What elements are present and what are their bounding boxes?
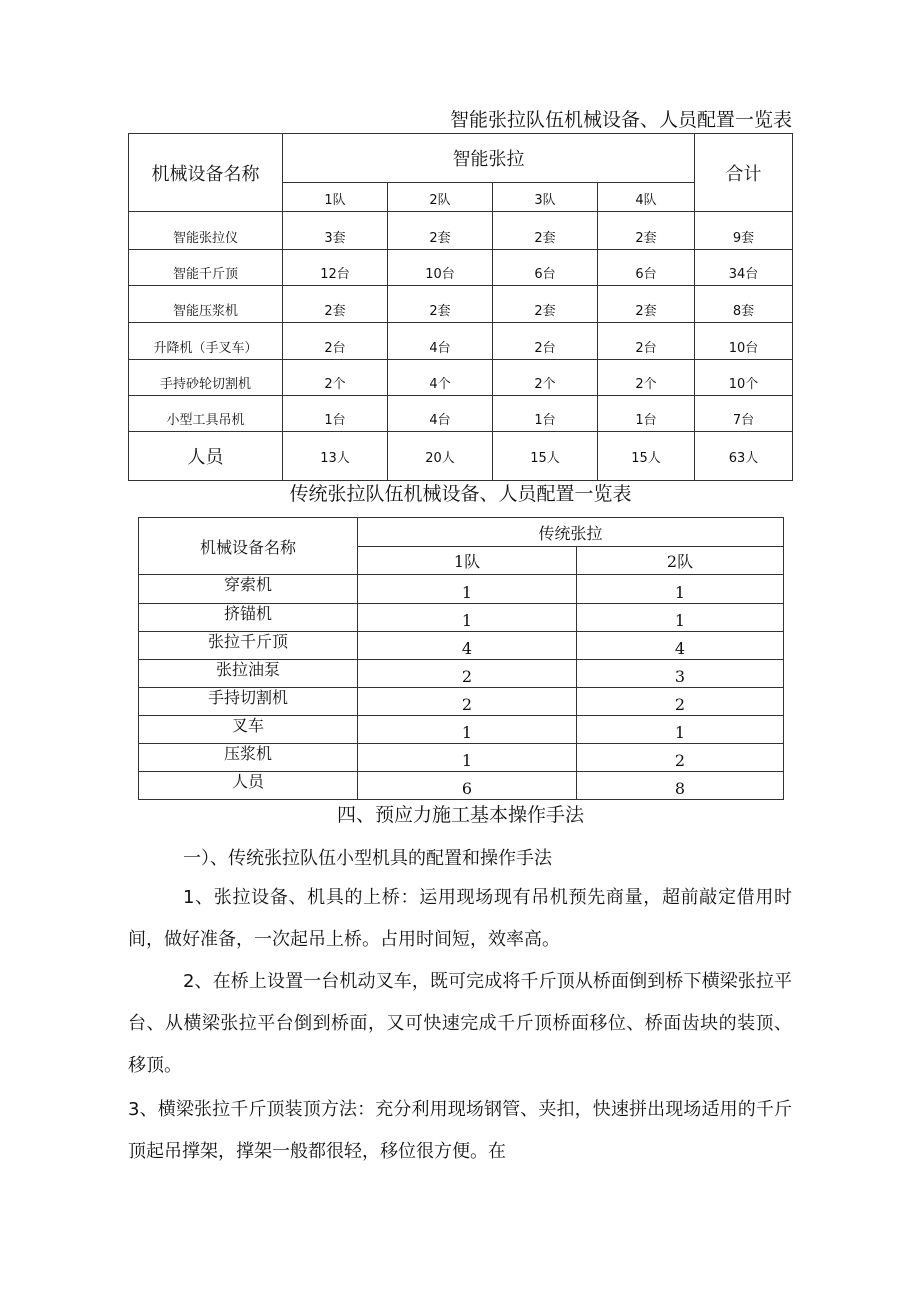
cell-value: 2套 [283, 286, 388, 323]
cell-total: 9套 [695, 212, 793, 250]
cell-value: 13人 [283, 432, 388, 481]
cell-total: 10个 [695, 360, 793, 396]
cell-value: 4个 [388, 360, 493, 396]
cell-value: 2 [577, 744, 784, 772]
traditional-tensioning-table [138, 517, 784, 800]
paragraph: 3、横梁张拉千斤顶装顶方法：充分利用现场钢管、夹扣，快速拼出现场适用的千斤顶起吊撑架，撑架一般都很轻，移位很方便。在 [128, 1099, 792, 1162]
cell-total: 7台 [695, 396, 793, 432]
table-row [139, 716, 784, 744]
cell-value: 4台 [388, 396, 493, 432]
cell-value: 1台 [598, 396, 695, 432]
equipment-name: 张拉千斤顶 [139, 632, 358, 660]
header-team: 1队 [283, 183, 388, 212]
table-row [129, 212, 793, 250]
table-row [139, 604, 784, 632]
equipment-name: 小型工具吊机 [129, 396, 283, 432]
table-row [139, 575, 784, 604]
cell-value: 2套 [388, 212, 493, 250]
header-traditional-tensioning: 传统张拉 [358, 518, 784, 547]
table2-title: 传统张拉队伍机械设备、人员配置一览表 [289, 483, 632, 505]
equipment-name: 升降机（手叉车） [129, 323, 283, 360]
cell-value: 10台 [388, 250, 493, 286]
cell-total: 63人 [695, 432, 793, 481]
cell-value: 1 [358, 744, 577, 772]
equipment-name: 张拉油泵 [139, 660, 358, 688]
header-team: 1队 [358, 547, 577, 575]
cell-value: 2台 [598, 323, 695, 360]
paragraph: 2、在桥上设置一台机动叉车，既可完成将千斤顶从桥面倒到桥下横梁张拉平台、从横梁张拉平台倒到桥面，又可快速完成千斤顶桥面移位、桥面齿块的装顶、移顶。 [128, 971, 792, 1076]
header-team: 4队 [598, 183, 695, 212]
table-row [139, 632, 784, 660]
cell-value: 2 [358, 660, 577, 688]
cell-value: 6台 [598, 250, 695, 286]
cell-value: 15人 [598, 432, 695, 481]
cell-value: 15人 [493, 432, 598, 481]
cell-value: 1 [358, 716, 577, 744]
cell-value: 2套 [598, 286, 695, 323]
table-row [129, 360, 793, 396]
header-smart-tensioning: 智能张拉 [283, 134, 695, 183]
smart-tensioning-table [128, 133, 793, 481]
cell-value: 6 [358, 772, 577, 800]
equipment-name: 智能张拉仪 [129, 212, 283, 250]
cell-value: 2 [358, 688, 577, 716]
cell-value: 8 [577, 772, 784, 800]
cell-value: 2台 [283, 323, 388, 360]
cell-value: 3套 [283, 212, 388, 250]
personnel-label: 人员 [139, 772, 358, 800]
equipment-name: 穿索机 [139, 575, 358, 604]
table1-title: 智能张拉队伍机械设备、人员配置一览表 [449, 109, 792, 131]
equipment-name: 挤锚机 [139, 604, 358, 632]
personnel-label: 人员 [129, 432, 283, 481]
cell-value: 2个 [283, 360, 388, 396]
cell-value: 2套 [493, 212, 598, 250]
equipment-name: 手持砂轮切割机 [129, 360, 283, 396]
cell-value: 1 [358, 604, 577, 632]
cell-total: 34台 [695, 250, 793, 286]
table-row [139, 660, 784, 688]
cell-value: 4 [358, 632, 577, 660]
cell-value: 4台 [388, 323, 493, 360]
cell-value: 3 [577, 660, 784, 688]
cell-value: 1 [358, 575, 577, 604]
cell-value: 12台 [283, 250, 388, 286]
table-row [129, 323, 793, 360]
cell-total: 8套 [695, 286, 793, 323]
cell-value: 2个 [598, 360, 695, 396]
equipment-name: 智能压浆机 [129, 286, 283, 323]
equipment-name: 压浆机 [139, 744, 358, 772]
cell-value: 2 [577, 688, 784, 716]
cell-value: 1 [577, 575, 784, 604]
cell-value: 20人 [388, 432, 493, 481]
table-row [129, 286, 793, 323]
cell-value: 2台 [493, 323, 598, 360]
header-team: 2队 [577, 547, 784, 575]
cell-value: 2套 [388, 286, 493, 323]
header-equipment-name: 机械设备名称 [129, 134, 283, 212]
cell-value: 2个 [493, 360, 598, 396]
paragraph: 1、张拉设备、机具的上桥：运用现场现有吊机预先商量，超前敲定借用时间，做好准备，一次起吊上桥。占用时间短，效率高。 [128, 887, 792, 950]
cell-value: 1台 [493, 396, 598, 432]
equipment-name: 手持切割机 [139, 688, 358, 716]
cell-value: 2套 [493, 286, 598, 323]
cell-value: 1 [577, 716, 784, 744]
equipment-name: 叉车 [139, 716, 358, 744]
table-row [129, 396, 793, 432]
header-total: 合计 [695, 134, 793, 212]
table-row [129, 250, 793, 286]
cell-value: 2套 [598, 212, 695, 250]
cell-value: 1 [577, 604, 784, 632]
header-team: 3队 [493, 183, 598, 212]
cell-value: 6台 [493, 250, 598, 286]
section-title: 四、预应力施工基本操作手法 [336, 804, 584, 826]
equipment-name: 智能千斤顶 [129, 250, 283, 286]
table-row [129, 432, 793, 481]
section-subtitle: 一）、传统张拉队伍小型机具的配置和操作手法 [183, 848, 552, 869]
table-row [139, 744, 784, 772]
table-row [139, 772, 784, 800]
table-row [139, 688, 784, 716]
cell-value: 4 [577, 632, 784, 660]
header-equipment-name: 机械设备名称 [139, 518, 358, 575]
header-team: 2队 [388, 183, 493, 212]
cell-total: 10台 [695, 323, 793, 360]
cell-value: 1台 [283, 396, 388, 432]
